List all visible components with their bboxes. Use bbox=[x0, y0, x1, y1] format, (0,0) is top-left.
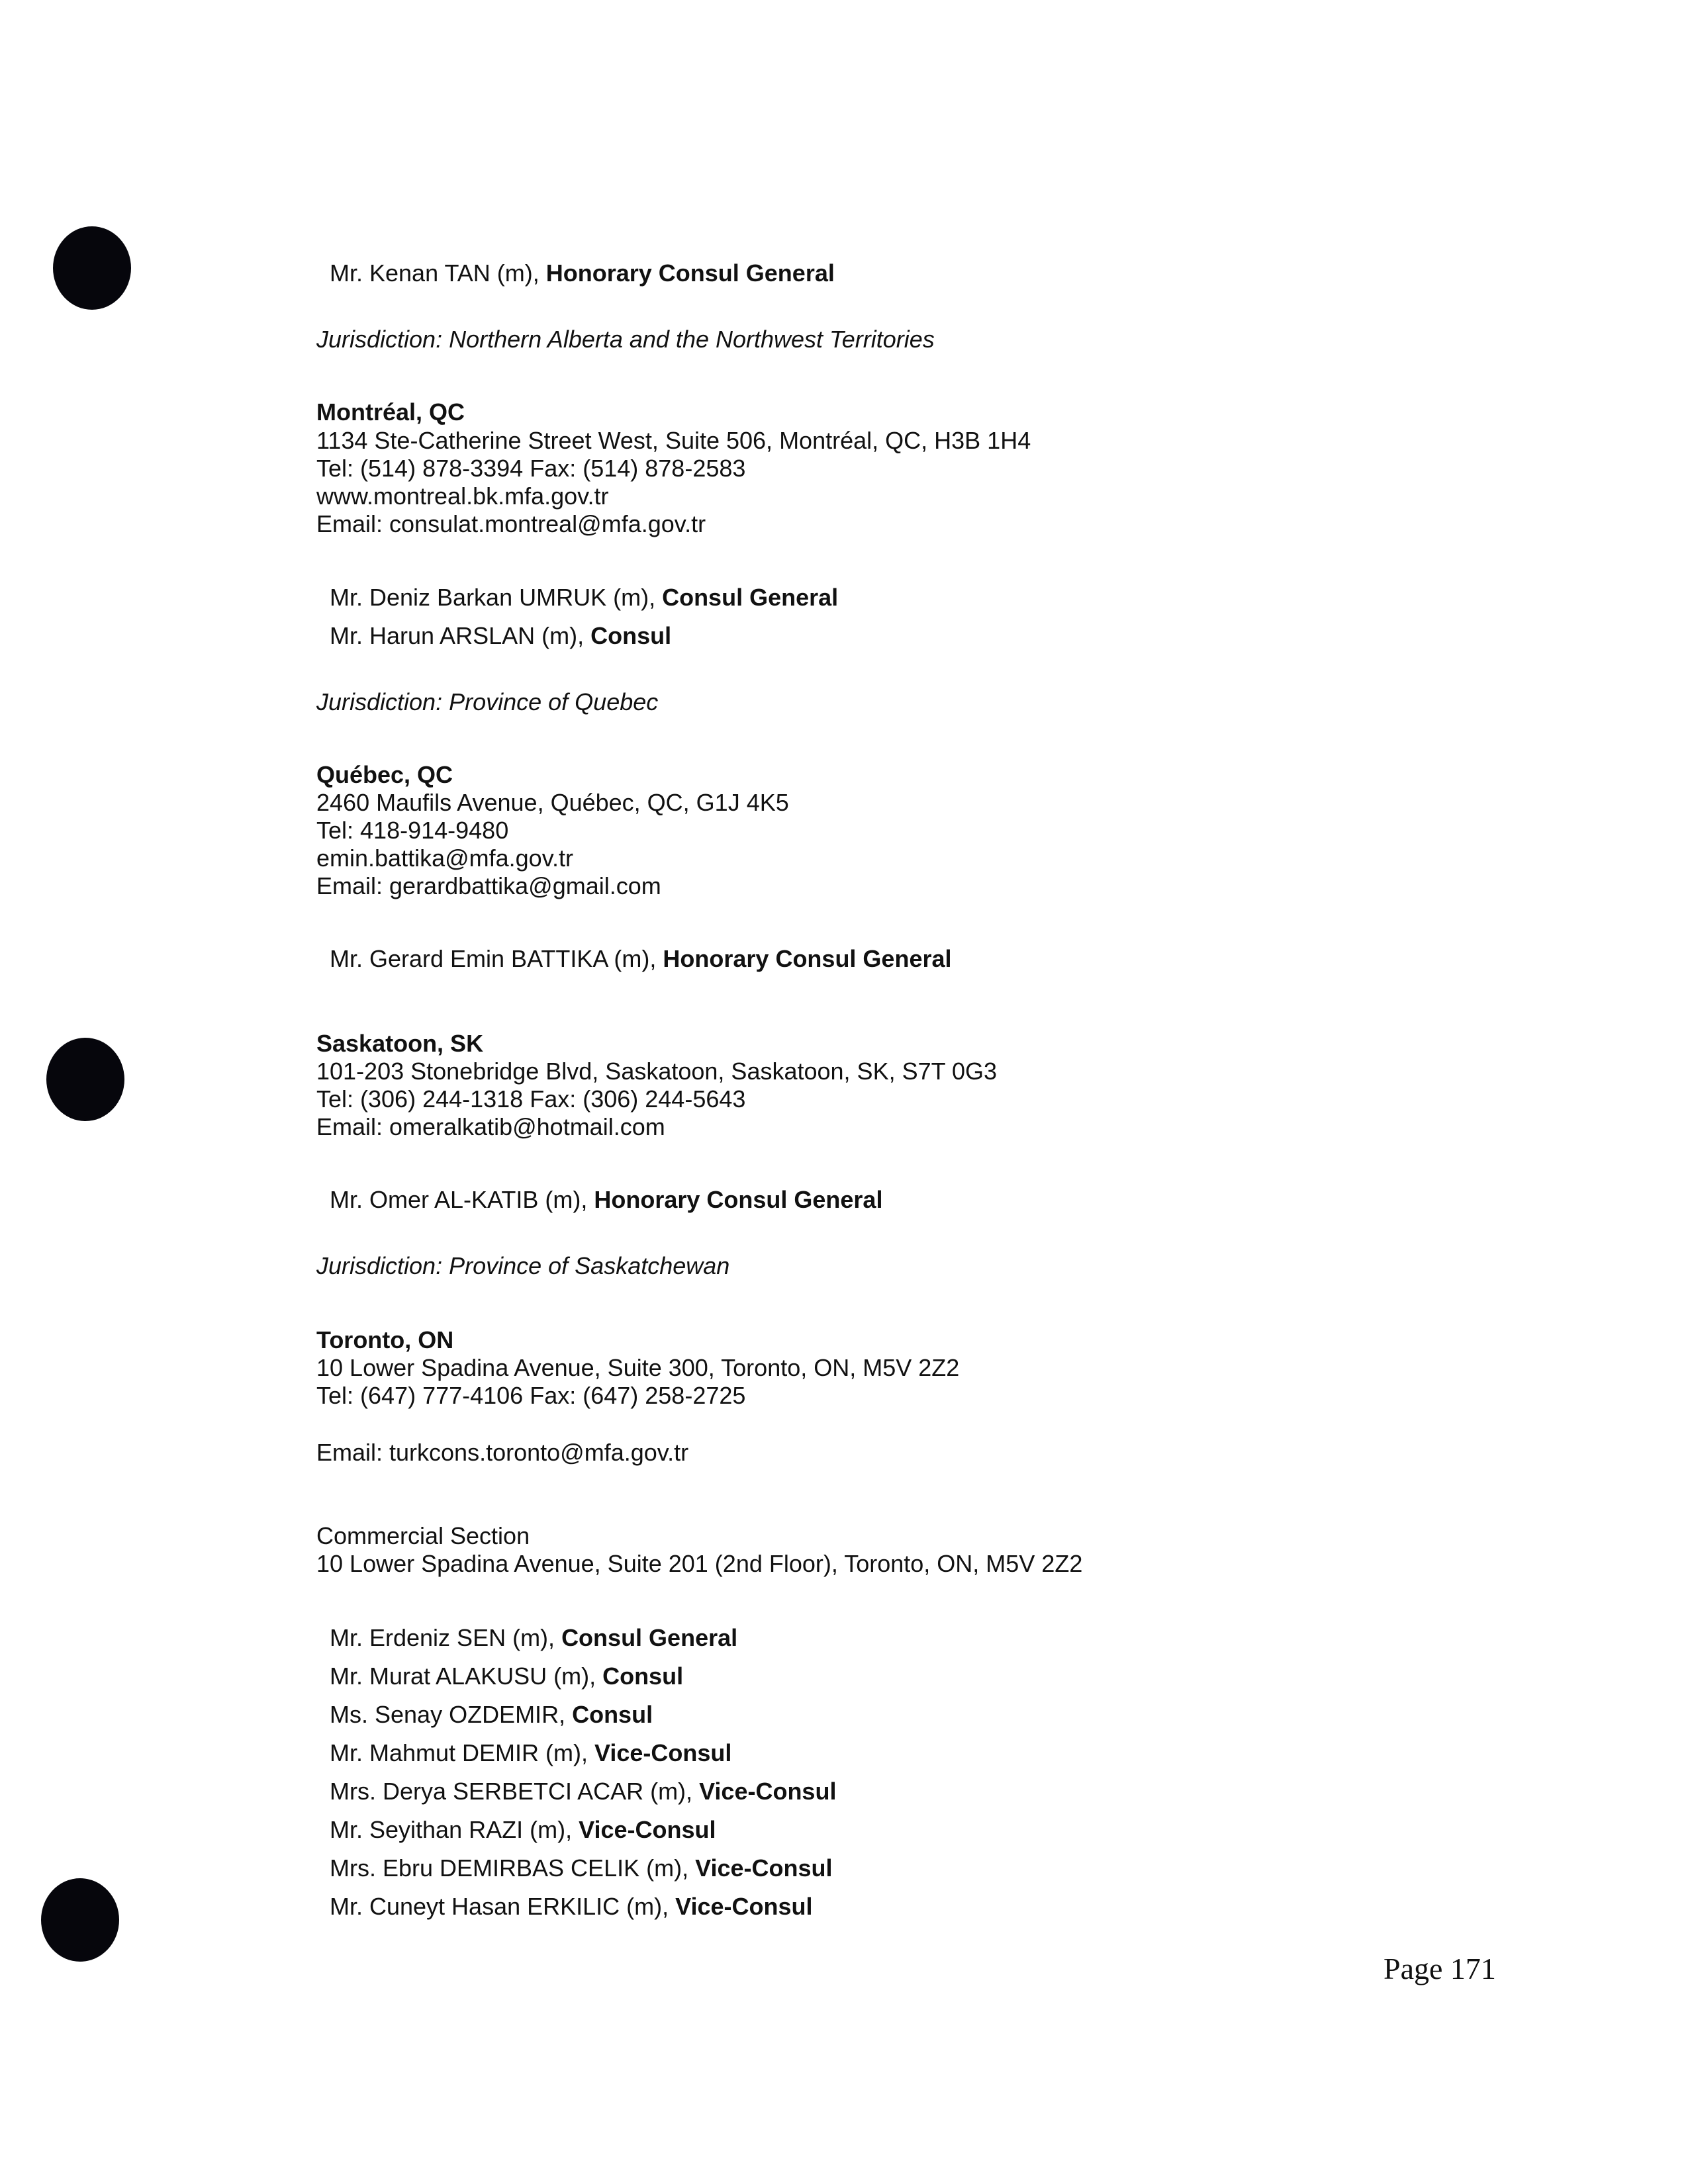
person-title: Vice-Consul bbox=[579, 1816, 716, 1843]
address-toronto: 10 Lower Spadina Avenue, Suite 300, Toronto, ON, M5V 2Z2 bbox=[316, 1354, 960, 1381]
punch-hole-top bbox=[53, 226, 131, 310]
city-heading-montreal: Montréal, QC bbox=[316, 398, 465, 426]
person-name: Mr. Gerard Emin BATTIKA (m), bbox=[330, 945, 663, 972]
person-name: Mr. Cuneyt Hasan ERKILIC (m), bbox=[330, 1893, 676, 1920]
person-ozdemir bbox=[330, 1701, 653, 1729]
person-razi bbox=[330, 1816, 716, 1844]
person-arslan bbox=[330, 622, 671, 650]
person-name: Mr. Murat ALAKUSU (m), bbox=[330, 1662, 603, 1690]
page-number: Page 171 bbox=[1383, 1952, 1496, 1985]
person-title: Vice-Consul bbox=[594, 1739, 732, 1766]
person-erkilic bbox=[330, 1893, 813, 1921]
commercial-section-heading: Commercial Section bbox=[316, 1522, 530, 1549]
jurisdiction-montreal: Jurisdiction: Province of Quebec bbox=[316, 688, 659, 715]
person-title: Vice-Consul bbox=[695, 1854, 833, 1882]
person-umruk bbox=[330, 584, 838, 612]
person-title: Honorary Consul General bbox=[545, 259, 835, 287]
address-saskatoon: 101-203 Stonebridge Blvd, Saskatoon, Saskatoon, SK, S7T 0G3 bbox=[316, 1058, 998, 1085]
person-tan bbox=[330, 259, 835, 287]
person-title: Vice-Consul bbox=[699, 1778, 837, 1805]
person-alakusu bbox=[330, 1662, 683, 1690]
commercial-section-address: 10 Lower Spadina Avenue, Suite 201 (2nd Floor), Toronto, ON, M5V 2Z2 bbox=[316, 1550, 1083, 1577]
person-title: Consul General bbox=[662, 584, 839, 611]
phone-quebec: Tel: 418-914-9480 bbox=[316, 817, 509, 844]
person-alkatib bbox=[330, 1186, 882, 1214]
person-title: Consul bbox=[602, 1662, 684, 1690]
jurisdiction-edmonton: Jurisdiction: Northern Alberta and the Northwest Territories bbox=[316, 326, 935, 353]
person-name: Mr. Mahmut DEMIR (m), bbox=[330, 1739, 595, 1766]
city-heading-quebec: Québec, QC bbox=[316, 761, 453, 788]
person-demir bbox=[330, 1739, 731, 1767]
person-battika bbox=[330, 945, 952, 973]
jurisdiction-saskatoon: Jurisdiction: Province of Saskatchewan bbox=[316, 1252, 730, 1279]
phone-saskatoon: Tel: (306) 244-1318 Fax: (306) 244-5643 bbox=[316, 1085, 746, 1113]
city-heading-toronto: Toronto, ON bbox=[316, 1326, 454, 1353]
person-name: Ms. Senay OZDEMIR, bbox=[330, 1701, 573, 1728]
punch-hole-middle bbox=[46, 1038, 124, 1121]
website-montreal: www.montreal.bk.mfa.gov.tr bbox=[316, 482, 609, 510]
person-title: Consul General bbox=[561, 1624, 738, 1651]
email-quebec-2: Email: gerardbattika@gmail.com bbox=[316, 872, 661, 899]
email-quebec-1: emin.battika@mfa.gov.tr bbox=[316, 844, 574, 872]
person-serbetci bbox=[330, 1778, 836, 1805]
person-name: Mrs. Derya SERBETCI ACAR (m), bbox=[330, 1778, 700, 1805]
person-title: Consul bbox=[572, 1701, 653, 1728]
person-celik bbox=[330, 1854, 832, 1882]
address-quebec: 2460 Maufils Avenue, Québec, QC, G1J 4K5 bbox=[316, 789, 789, 816]
email-saskatoon: Email: omeralkatib@hotmail.com bbox=[316, 1113, 665, 1140]
person-title: Vice-Consul bbox=[675, 1893, 813, 1920]
person-name: Mr. Kenan TAN (m), bbox=[330, 259, 546, 287]
punch-hole-bottom bbox=[41, 1878, 119, 1962]
person-name: Mr. Erdeniz SEN (m), bbox=[330, 1624, 562, 1651]
city-heading-saskatoon: Saskatoon, SK bbox=[316, 1030, 484, 1057]
person-name: Mrs. Ebru DEMIRBAS CELIK (m), bbox=[330, 1854, 696, 1882]
person-sen bbox=[330, 1624, 737, 1652]
phone-toronto: Tel: (647) 777-4106 Fax: (647) 258-2725 bbox=[316, 1382, 746, 1409]
person-name: Mr. Seyithan RAZI (m), bbox=[330, 1816, 579, 1843]
person-name: Mr. Omer AL-KATIB (m), bbox=[330, 1186, 594, 1213]
person-name: Mr. Harun ARSLAN (m), bbox=[330, 622, 591, 649]
person-title: Consul bbox=[590, 622, 672, 649]
person-title: Honorary Consul General bbox=[663, 945, 952, 972]
phone-montreal: Tel: (514) 878-3394 Fax: (514) 878-2583 bbox=[316, 455, 746, 482]
person-title: Honorary Consul General bbox=[594, 1186, 883, 1213]
address-montreal: 1134 Ste-Catherine Street West, Suite 506, Montréal, QC, H3B 1H4 bbox=[316, 427, 1031, 454]
person-name: Mr. Deniz Barkan UMRUK (m), bbox=[330, 584, 663, 611]
email-toronto: Email: turkcons.toronto@mfa.gov.tr bbox=[316, 1439, 689, 1466]
email-montreal: Email: consulat.montreal@mfa.gov.tr bbox=[316, 510, 706, 537]
